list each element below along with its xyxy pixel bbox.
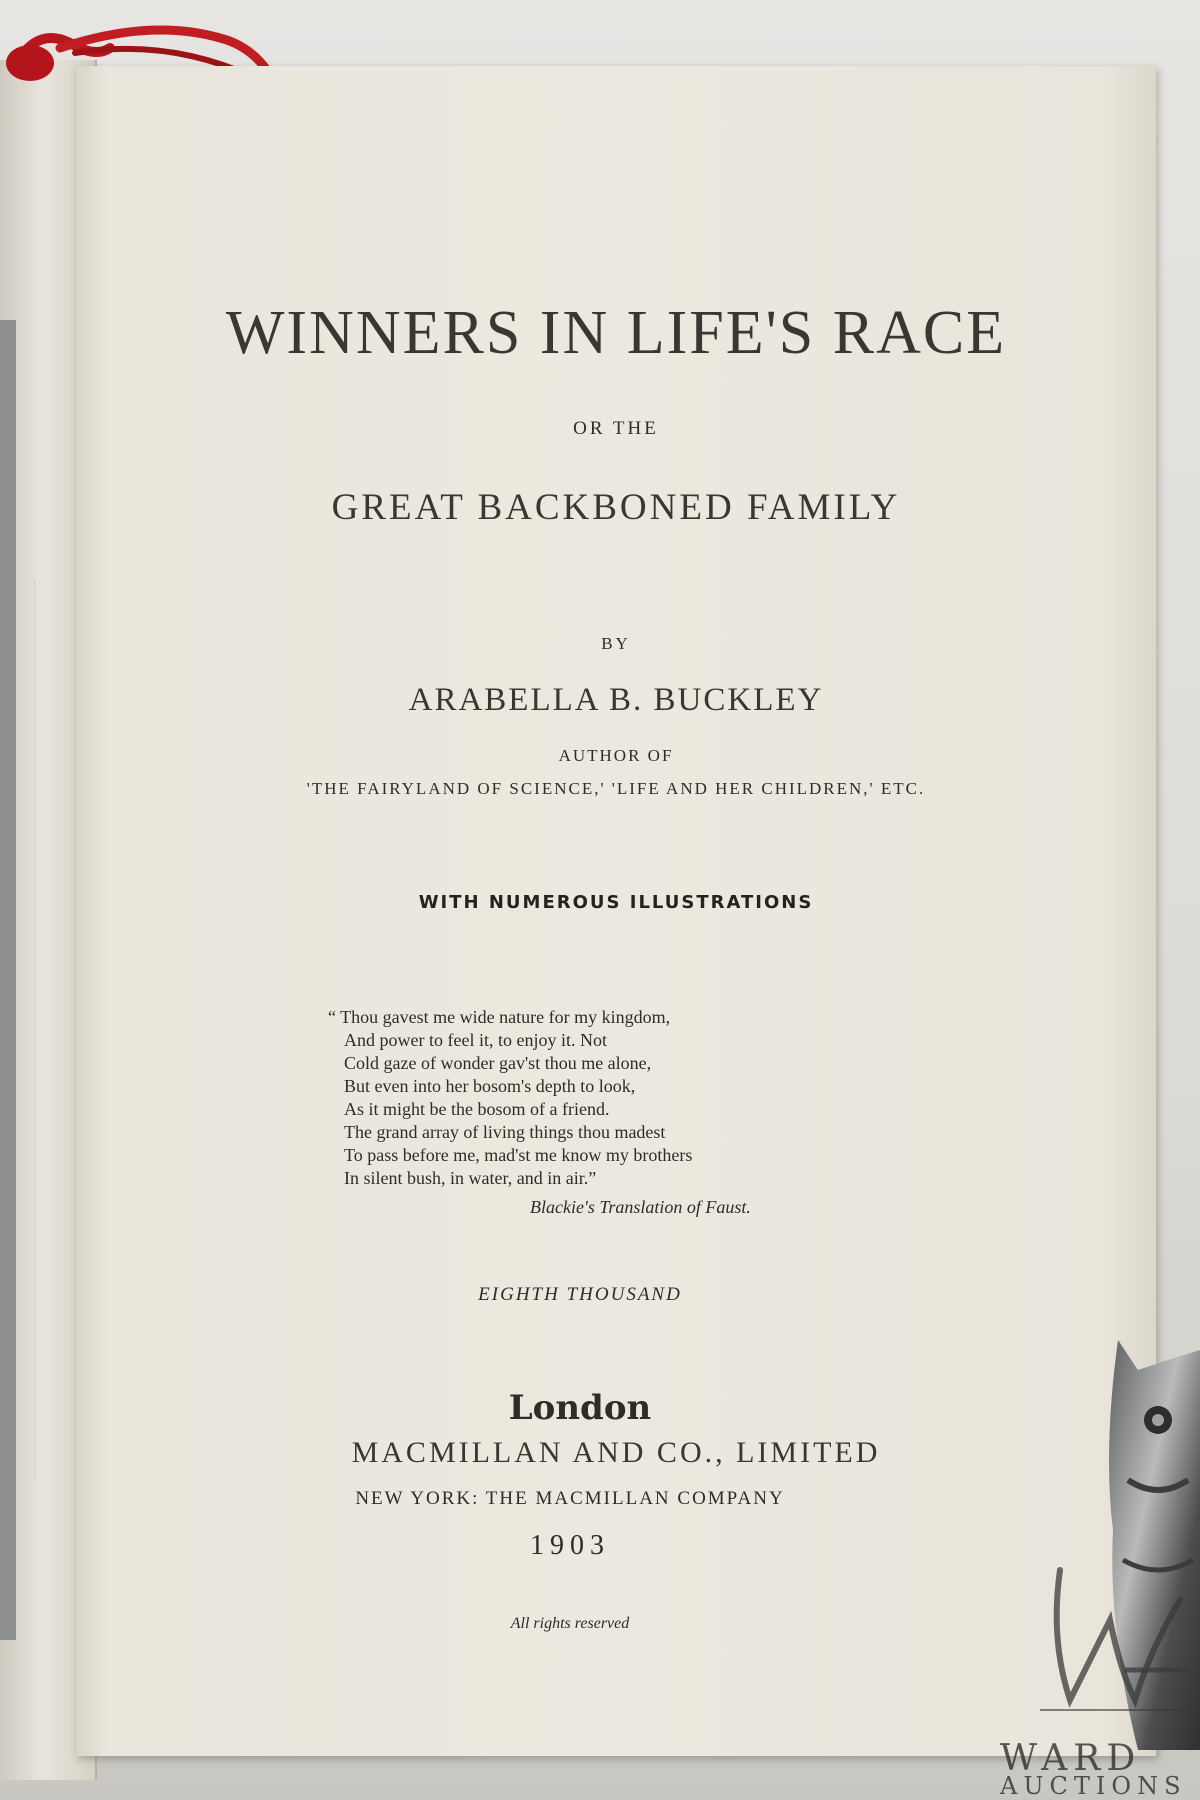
- epigraph-line: And power to feel it, to enjoy it. Not: [344, 1030, 607, 1050]
- watermark-line-2: AUCTIONS: [1000, 1772, 1187, 1800]
- epigraph-line: Cold gaze of wonder gav'st thou me alone,: [344, 1053, 652, 1073]
- auction-house-logo-icon: [1040, 1560, 1200, 1720]
- epigraph-line: But even into her bosom's depth to look,: [344, 1076, 636, 1096]
- book-title: WINNERS IN LIFE'S RACE: [225, 299, 1007, 367]
- title-connector: OR THE: [573, 418, 659, 439]
- publisher-name: MACMILLAN AND CO., LIMITED: [351, 1436, 881, 1469]
- epigraph-line: In silent bush, in water, and in air.”: [344, 1168, 597, 1188]
- author-of-label: AUTHOR OF: [558, 746, 674, 765]
- imprint-city: London: [508, 1388, 652, 1428]
- rights-notice: All rights reserved: [510, 1615, 630, 1632]
- edition-note: EIGHTH THOUSAND: [478, 1284, 682, 1305]
- watermark-line-1: WARD: [1000, 1738, 1142, 1779]
- epigraph-line: The grand array of living things thou madest: [344, 1122, 666, 1142]
- frontispiece-plate-edge: [0, 320, 16, 1640]
- previous-works: 'THE FAIRYLAND OF SCIENCE,' 'LIFE AND HER CHILDREN,' ETC.: [306, 779, 926, 798]
- author-name: ARABELLA B. BUCKLEY: [408, 682, 824, 718]
- by-line: BY: [601, 634, 631, 653]
- epigraph-line: As it might be the bosom of a friend.: [344, 1099, 610, 1119]
- co-publisher: NEW YORK: THE MACMILLAN COMPANY: [355, 1488, 785, 1509]
- epigraph-line: To pass before me, mad'st me know my brothers: [344, 1145, 693, 1165]
- epigraph-attribution: Blackie's Translation of Faust.: [530, 1197, 751, 1217]
- epigraph: [328, 1006, 848, 1190]
- epigraph-line: “ Thou gavest me wide nature for my kingdom,: [328, 1007, 671, 1027]
- tissue-guard: [34, 580, 55, 1480]
- publication-year: 1903: [530, 1530, 610, 1561]
- illustrations-note: WITH NUMEROUS ILLUSTRATIONS: [418, 892, 814, 913]
- book-subtitle: GREAT BACKBONED FAMILY: [331, 487, 901, 528]
